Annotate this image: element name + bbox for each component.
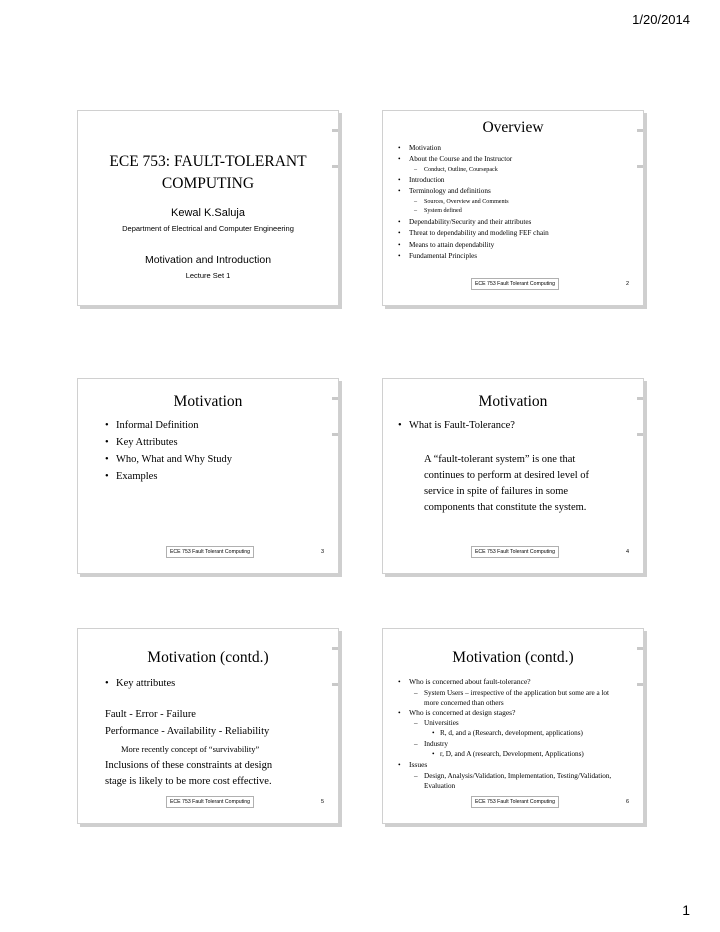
slide-number: 6 xyxy=(625,799,629,805)
list-item: – System Users – irrespective of the application but some are a lot more concerned than others xyxy=(395,688,635,708)
motivation-list xyxy=(102,417,328,485)
slide-footer: ECE 753 Fault Tolerant Computing xyxy=(471,278,559,290)
overview-list xyxy=(395,143,633,262)
list-item: • Who is concerned at design stages? xyxy=(395,708,635,719)
definition-paragraph xyxy=(424,452,589,516)
list-item: • Terminology and definitions xyxy=(395,186,633,197)
text-line: stage is likely to be more cost effective. xyxy=(105,776,272,787)
list-item: • r, D, and A (research, Development, Applications) xyxy=(395,749,635,760)
list-item: • Key attributes xyxy=(102,675,328,692)
department: Department of Electrical and Computer Engineering xyxy=(122,224,294,233)
page-date: 1/20/2014 xyxy=(632,12,690,27)
subtitle: Motivation and Introduction xyxy=(144,254,272,266)
slide-footer: ECE 753 Fault Tolerant Computing xyxy=(166,546,254,558)
list-item: • Dependability/Security and their attributes xyxy=(395,217,633,228)
slide-1 xyxy=(77,110,339,306)
slide-footer: ECE 753 Fault Tolerant Computing xyxy=(166,796,254,808)
slide-4-title: Motivation xyxy=(478,393,548,410)
list-item: – Sources, Overview and Comments xyxy=(395,198,633,208)
bullet-list xyxy=(395,417,633,434)
list-item: • Informal Definition xyxy=(102,417,328,434)
slide-4 xyxy=(382,378,644,574)
slide-2 xyxy=(382,110,644,306)
list-item: • What is Fault-Tolerance? xyxy=(395,417,633,434)
list-item: – Universities xyxy=(395,718,635,728)
para-line: service in spite of failures in some xyxy=(424,486,569,497)
slide-number: 2 xyxy=(625,281,629,287)
list-item: • Issues xyxy=(395,760,635,771)
slide-3 xyxy=(77,378,339,574)
bullet-list xyxy=(102,675,328,692)
text-line: Fault - Error - Failure xyxy=(105,709,196,720)
text-line: Inclusions of these constraints at design xyxy=(105,760,273,771)
slide-number: 3 xyxy=(320,549,324,555)
title-line-1: ECE 753: FAULT-TOLERANT xyxy=(109,153,307,170)
slide-3-title: Motivation xyxy=(173,393,243,410)
para-line: components that constitute the system. xyxy=(424,502,587,513)
slide-1-title xyxy=(78,151,338,195)
slide-footer: ECE 753 Fault Tolerant Computing xyxy=(471,796,559,808)
list-item: • Who, What and Why Study xyxy=(102,451,328,468)
author-name: Kewal K.Saluja xyxy=(171,207,245,219)
slide-footer: ECE 753 Fault Tolerant Computing xyxy=(471,546,559,558)
list-item: • Fundamental Principles xyxy=(395,251,633,262)
text-line: Performance - Availability - Reliability xyxy=(105,726,270,737)
para-line: A “fault-tolerant system” is one that xyxy=(424,454,576,465)
list-item: – Conduct, Outline, Coursepack xyxy=(395,166,633,176)
slide-6 xyxy=(382,628,644,824)
list-item: • Motivation xyxy=(395,143,633,154)
slide-5 xyxy=(77,628,339,824)
slide-2-title: Overview xyxy=(482,119,544,136)
slide-5-title: Motivation (contd.) xyxy=(147,649,269,666)
list-item: • Threat to dependability and modeling FEF chain xyxy=(395,228,633,239)
list-item: • About the Course and the Instructor xyxy=(395,154,633,165)
slide-6-title: Motivation (contd.) xyxy=(452,649,574,666)
page-number: 1 xyxy=(682,902,690,918)
list-item: – System defined xyxy=(395,207,633,217)
list-item: • R, d, and a (Research, development, applications) xyxy=(395,728,635,739)
slide-number: 5 xyxy=(320,799,324,805)
slide-number: 4 xyxy=(625,549,629,555)
list-item: – Industry xyxy=(395,739,635,749)
title-line-2: COMPUTING xyxy=(161,175,255,192)
text-line: More recently concept of “survivability” xyxy=(121,744,260,754)
list-item: – Design, Analysis/Validation, Implementation, Testing/Validation, Evaluation xyxy=(395,771,635,791)
list-item: • Examples xyxy=(102,468,328,485)
lecture-set: Lecture Set 1 xyxy=(185,271,231,280)
list-item: • Introduction xyxy=(395,175,633,186)
para-line: continues to perform at desired level of xyxy=(424,470,590,481)
list-item: • Who is concerned about fault-tolerance? xyxy=(395,677,635,688)
list-item: • Means to attain dependability xyxy=(395,240,633,251)
concern-list xyxy=(395,677,635,791)
list-item: • Key Attributes xyxy=(102,434,328,451)
